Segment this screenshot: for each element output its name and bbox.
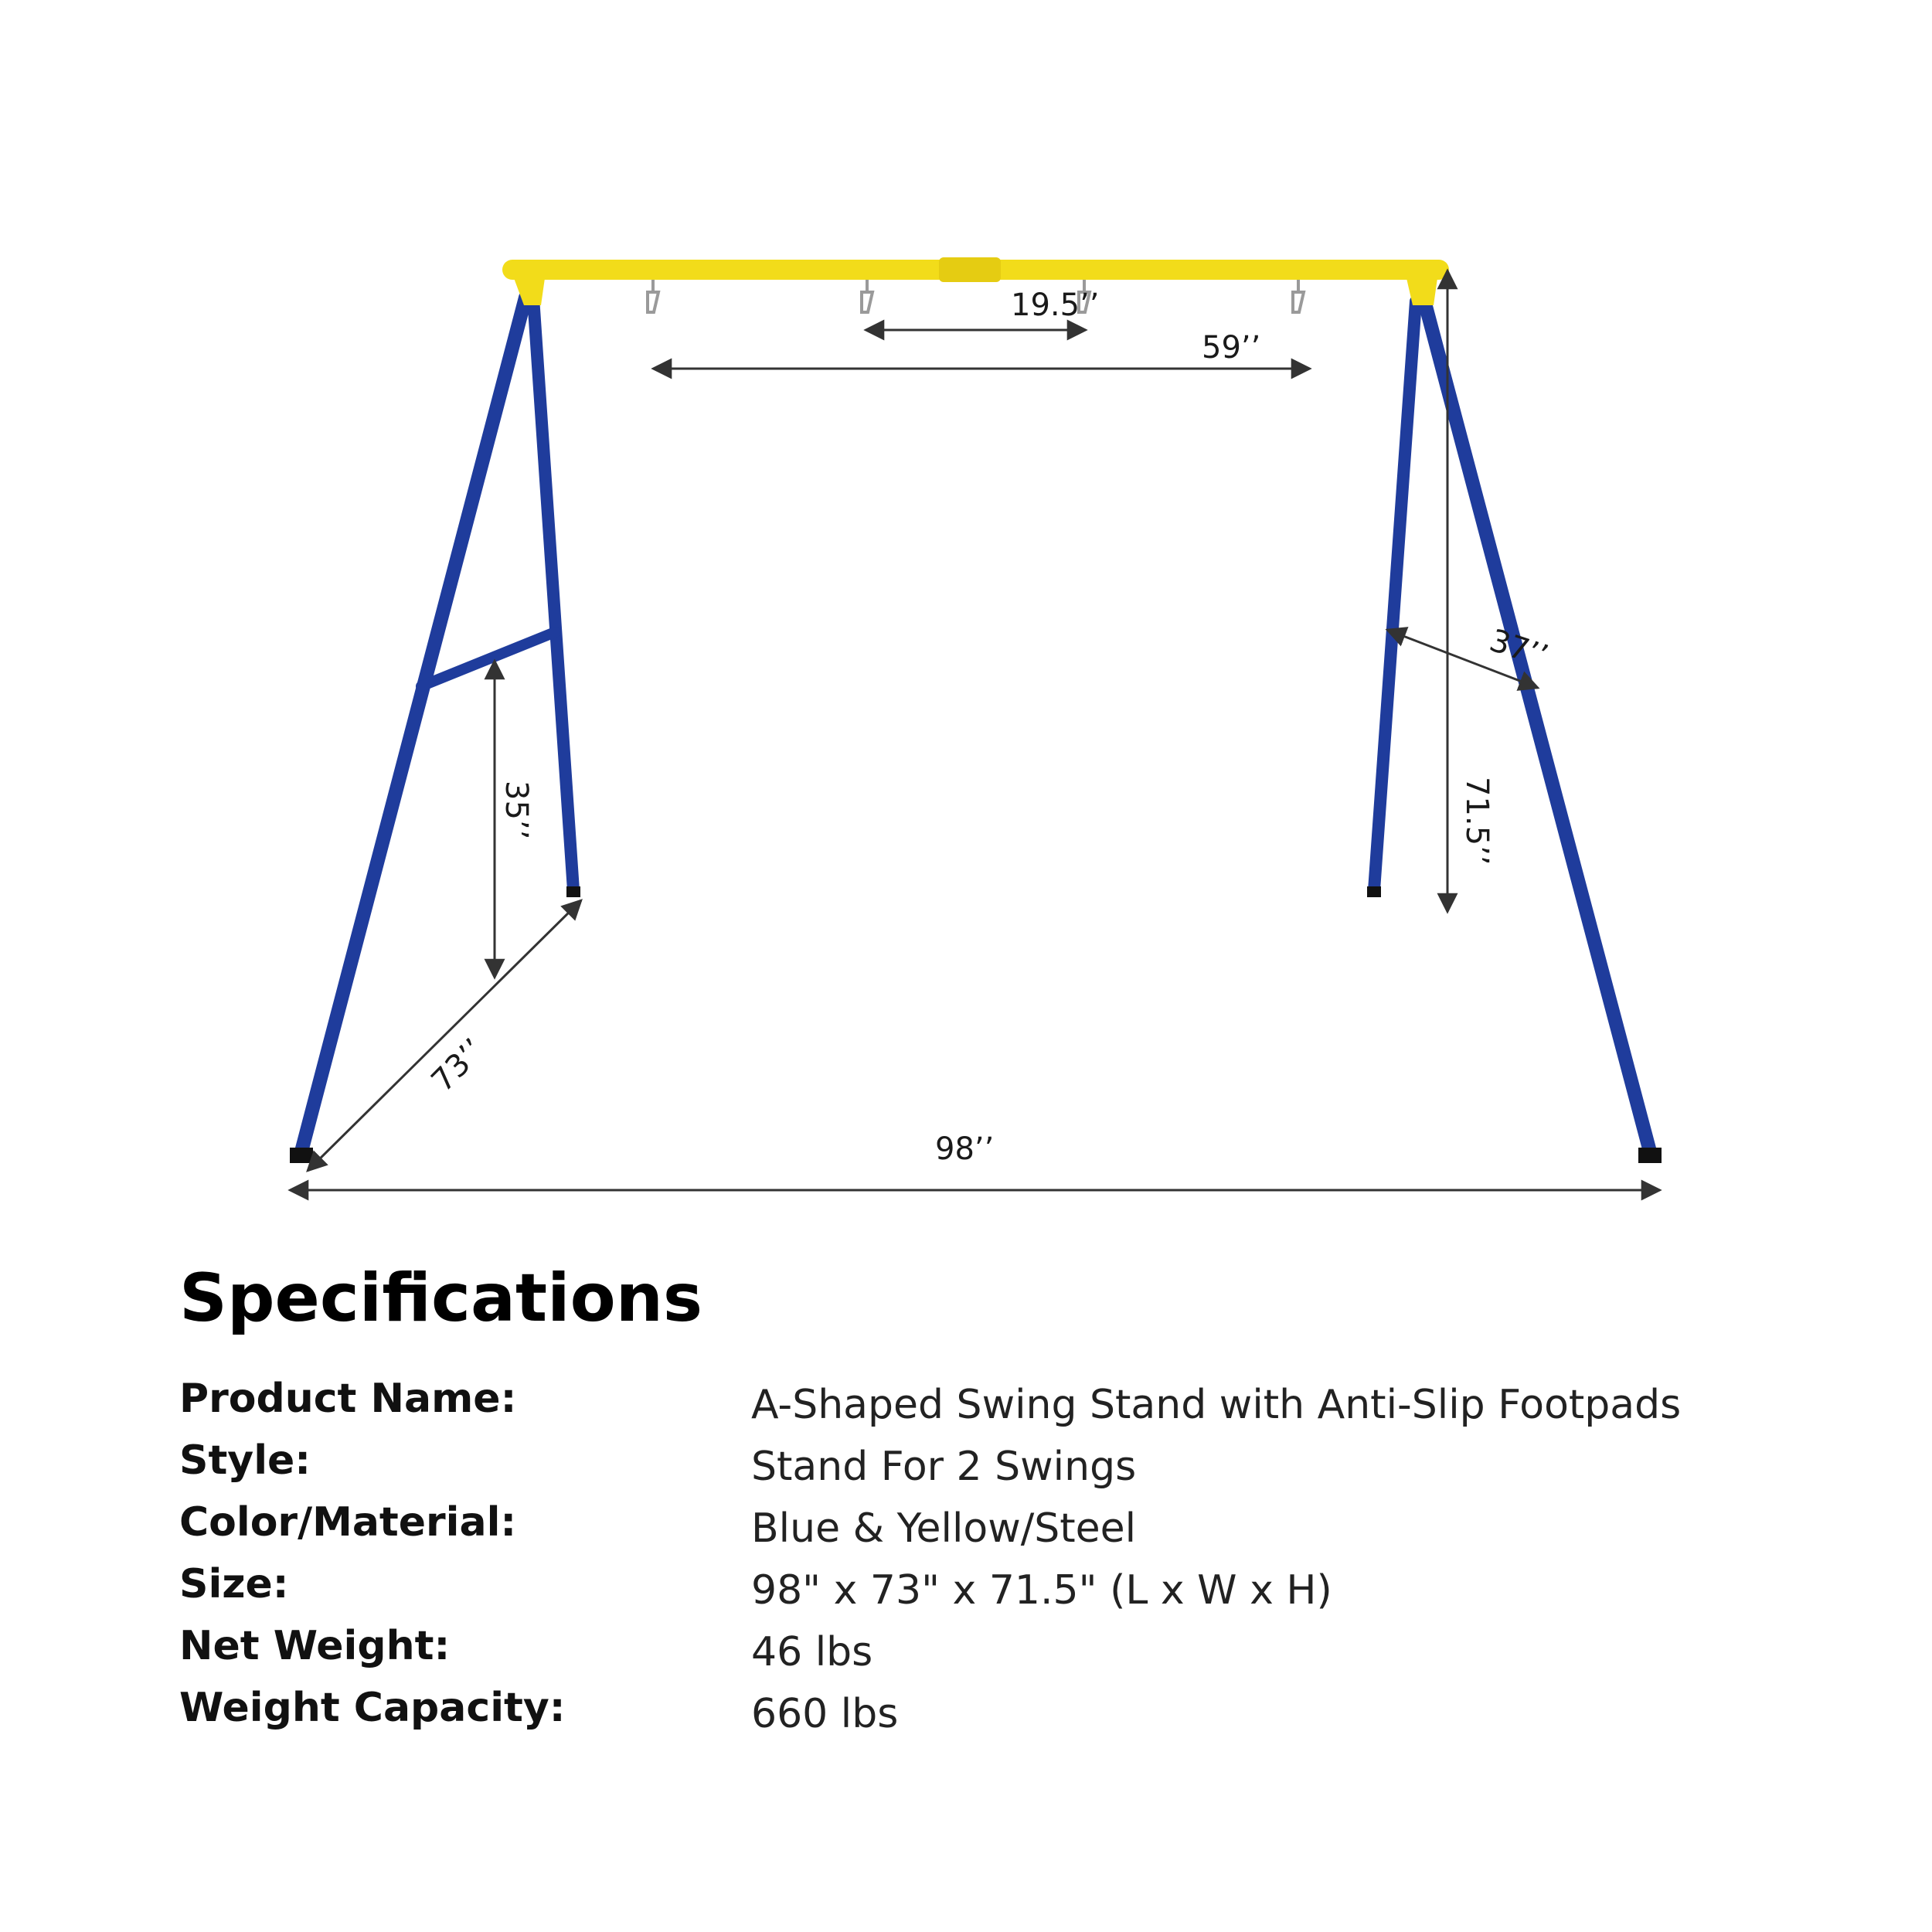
spec-row-net-weight [179,1623,1802,1685]
spec-row-weight-capacity [179,1685,1802,1747]
spec-value: 660 lbs [751,1691,899,1737]
left-front-leg [301,298,526,1151]
crossbar-joint [939,257,1001,282]
spec-label: Net Weight: [179,1623,451,1669]
height-label: 71.5’’ [1459,777,1495,866]
left-back-leg [533,298,573,890]
spec-label: Style: [179,1437,311,1484]
spec-value: Blue & Yellow/Steel [751,1505,1137,1552]
left-back-foot [566,886,580,897]
spec-label: Size: [179,1561,289,1607]
hook-spacing-label: 19.5’’ [1011,287,1100,323]
right-back-leg [1374,301,1416,890]
dim-line-width [308,900,581,1171]
spec-label: Color/Material: [179,1499,517,1546]
spec-value: 46 lbs [751,1629,873,1675]
spec-label: Product Name: [179,1376,517,1422]
right-front-leg [1423,298,1650,1151]
crossbrace-height-label: 35’’ [498,781,534,840]
right-back-foot [1367,886,1381,897]
spec-row-style [179,1437,1802,1499]
spec-label: Weight Capacity: [179,1685,566,1731]
swing-span-label: 59’’ [1202,330,1261,366]
specifications-table [179,1376,1802,1747]
right-front-foot [1638,1148,1662,1163]
spec-row-color-material [179,1499,1802,1561]
spec-value: 98" x 73" x 71.5" (L x W x H) [751,1567,1332,1614]
width-label: 73’’ [424,1032,492,1100]
swing-hook-icon [648,280,1304,312]
length-label: 98’’ [935,1131,995,1167]
leg-spread-label: 37’’ [1485,622,1553,675]
spec-value: A-Shaped Swing Stand with Anti-Slip Footpads [751,1382,1682,1428]
spec-value: Stand For 2 Swings [751,1444,1137,1490]
specifications-heading: Specifications [179,1260,703,1337]
spec-row-size [179,1561,1802,1623]
spec-row-product-name [179,1376,1802,1437]
left-front-foot [290,1148,313,1163]
